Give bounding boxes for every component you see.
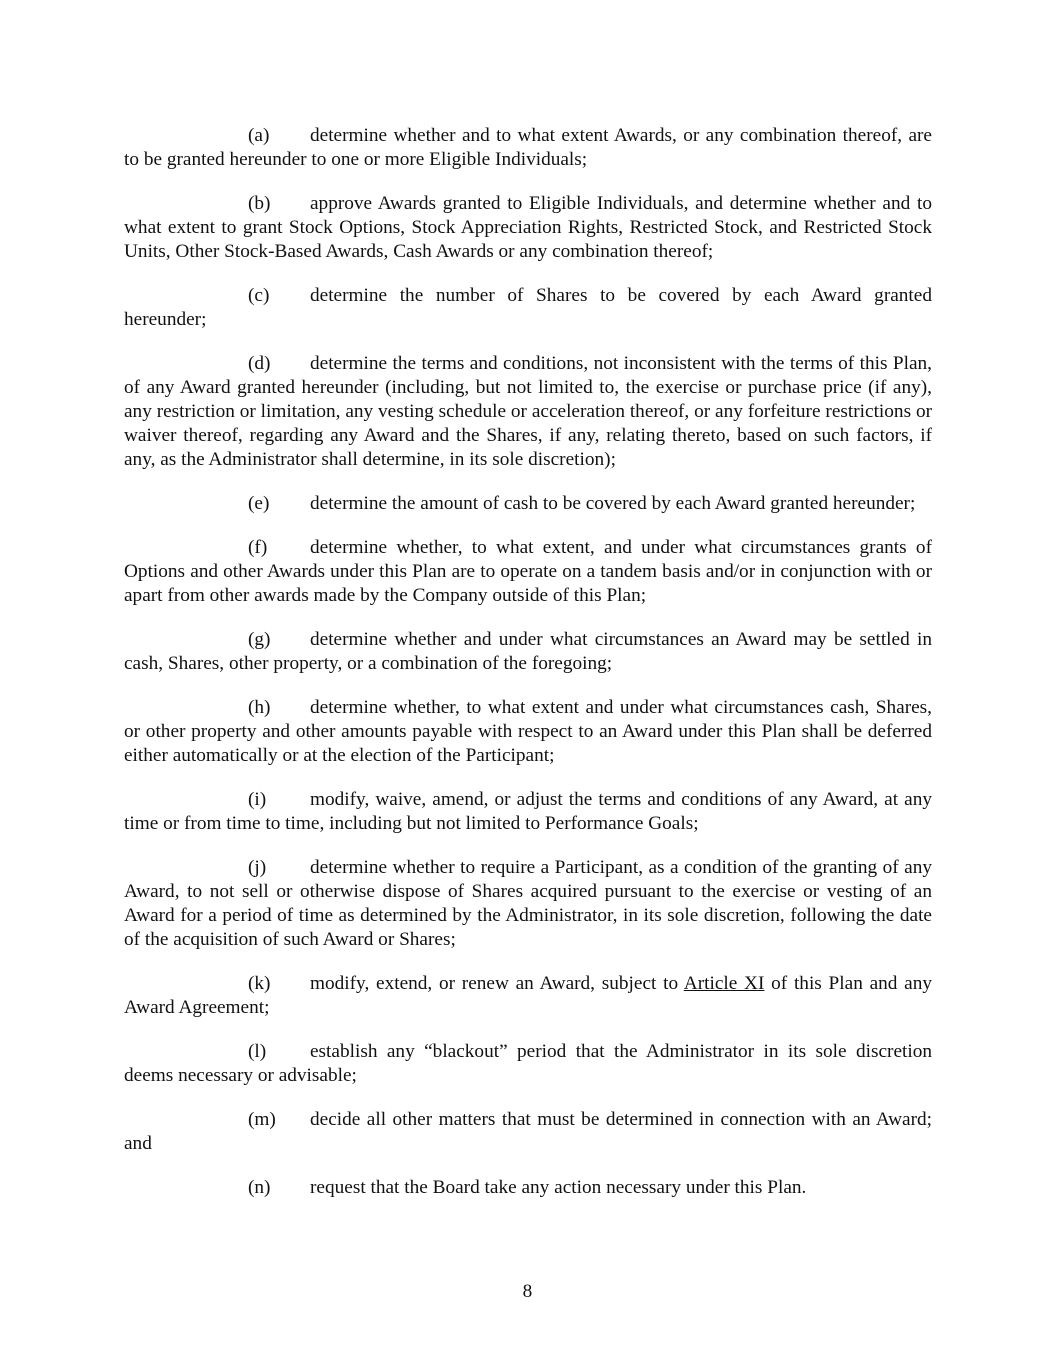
clause-n: [124, 1176, 932, 1200]
clause-text: determine whether, to what extent and under what circumstances cash, Shares, or other property and other amounts payable with respect to an Award under this Plan shall be deferred either automatically or at the election of the Participant;: [124, 697, 932, 766]
clause-marker: (k): [248, 973, 271, 994]
clause-marker: (c): [248, 285, 270, 306]
clause-text: determine the number of Shares to be covered by each Award granted hereunder;: [124, 285, 932, 330]
clause-text: determine whether and under what circumstances an Award may be settled in cash, Shares, other property, or a combination of the foregoing;: [124, 629, 932, 674]
clause-b: [124, 192, 932, 264]
clause-text: determine whether, to what extent, and under what circumstances grants of Options and other Awards under this Plan are to operate on a tandem basis and/or in conjunction with or apart from other awards made by the Company outside of this Plan;: [124, 537, 932, 606]
clause-marker: (e): [248, 493, 270, 514]
clause-marker: (a): [248, 125, 270, 146]
clause-text: determine whether to require a Participant, as a condition of the granting of any Award, to not sell or otherwise dispose of Shares acquired pursuant to the exercise or vesting of an Award for a period of time as determined by the Administrator, in its sole discretion, following the date of the acquisition of such Award or Shares;: [124, 857, 932, 950]
clause-a: [124, 124, 932, 172]
page-number: 8: [522, 1281, 533, 1302]
clause-i: [124, 788, 932, 836]
clause-text: of this Plan and any Award Agreement;: [124, 973, 932, 1018]
clause-g: [124, 628, 932, 676]
clause-marker: (g): [248, 629, 271, 650]
clause-text: determine the amount of cash to be covered by each Award granted hereunder;: [310, 493, 916, 514]
clause-e: [124, 492, 932, 516]
document-body: [124, 124, 932, 1220]
clause-marker: (b): [248, 193, 271, 214]
clause-d: [124, 352, 932, 472]
clause-text: modify, waive, amend, or adjust the terms and conditions of any Award, at any time or from time to time, including but not limited to Performance Goals;: [124, 789, 932, 834]
clause-m: [124, 1108, 932, 1156]
clause-marker: (m): [248, 1109, 276, 1130]
clause-text: modify, extend, or renew an Award, subject to: [310, 973, 684, 994]
clause-marker: (f): [248, 537, 268, 558]
clause-text: establish any “blackout” period that the Administrator in its sole discretion deems necessary or advisable;: [124, 1041, 932, 1086]
clause-h: [124, 696, 932, 768]
clause-k: [124, 972, 932, 1020]
clause-l: [124, 1040, 932, 1088]
clause-marker: (n): [248, 1177, 271, 1198]
clause-marker: (d): [248, 353, 271, 374]
clause-marker: (h): [248, 697, 271, 718]
clause-c: [124, 284, 932, 332]
clause-text: determine the terms and conditions, not inconsistent with the terms of this Plan, of any Award granted hereunder (including, but not limited to, the exercise or purchase price (if any), any restriction or limitation, any vesting schedule or acceleration thereof, or any forfeiture restrictions or waiver thereof, regarding any Award and the Shares, if any, relating thereto, based on such factors, if any, as the Administrator shall determine, in its sole discretion);: [124, 353, 932, 470]
clause-j: [124, 856, 932, 952]
clause-text: determine whether and to what extent Awards, or any combination thereof, are to be granted hereunder to one or more Eligible Individuals;: [124, 125, 932, 170]
clause-marker: (i): [248, 789, 267, 810]
clause-text: decide all other matters that must be determined in connection with an Award; and: [124, 1109, 932, 1154]
article-xi-reference: Article XI: [683, 973, 765, 994]
clause-marker: (l): [248, 1041, 267, 1062]
clause-text: approve Awards granted to Eligible Individuals, and determine whether and to what extent to grant Stock Options, Stock Appreciation Rights, Restricted Stock, and Restricted Stock Units, Other Stock-Based Awards, Cash Awards or any combination thereof;: [124, 193, 932, 262]
clause-marker: (j): [248, 857, 267, 878]
clause-text: request that the Board take any action necessary under this Plan.: [310, 1177, 807, 1198]
clause-f: [124, 536, 932, 608]
